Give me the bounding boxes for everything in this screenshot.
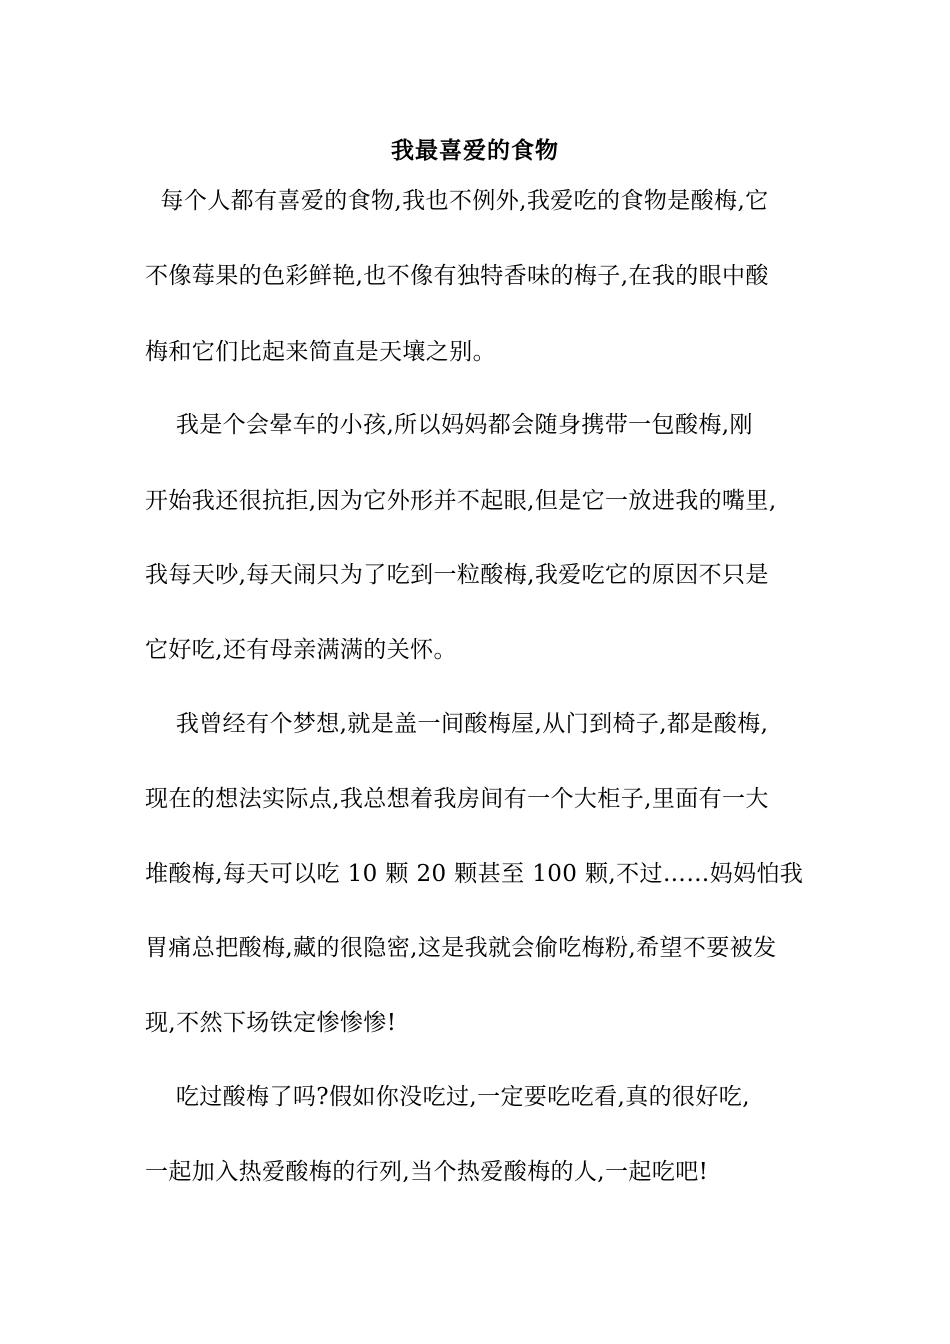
text-line: 我每天吵,每天闹只为了吃到一粒酸梅,我爱吃它的原因不只是 — [145, 562, 769, 588]
text-line: 开始我还很抗拒,因为它外形并不起眼,但是它一放进我的嘴里, — [145, 488, 777, 514]
text-line: 我是个会晕车的小孩,所以妈妈都会随身携带一包酸梅,刚 — [145, 412, 753, 438]
text-line: 吃过酸梅了吗?假如你没吃过,一定要吃吃看,真的很好吃, — [145, 1084, 750, 1110]
text-line: 不像莓果的色彩鲜艳,也不像有独特香味的梅子,在我的眼中酸 — [145, 263, 769, 289]
text-line: 堆酸梅,每天可以吃 10 颗 20 颗甚至 100 颗,不过……妈妈怕我 — [145, 861, 804, 887]
text-line: 梅和它们比起来简直是天壤之别。 — [145, 339, 496, 365]
text-line: 它好吃,还有母亲满满的关怀。 — [145, 637, 457, 663]
text-line: 我曾经有个梦想,就是盖一间酸梅屋,从门到椅子,都是酸梅, — [145, 711, 769, 737]
text-line: 每个人都有喜爱的食物,我也不例外,我爱吃的食物是酸梅,它 — [145, 188, 769, 214]
text-line: 胃痛总把酸梅,藏的很隐密,这是我就会偷吃梅粉,希望不要被发 — [145, 935, 777, 961]
text-line: 现,不然下场铁定惨惨惨! — [145, 1010, 397, 1036]
text-line: 现在的想法实际点,我总想着我房间有一个大柜子,里面有一大 — [145, 786, 769, 812]
document-title: 我最喜爱的食物 — [391, 137, 559, 164]
text-line: 一起加入热爱酸梅的行列,当个热爱酸梅的人,一起吃吧! — [145, 1159, 709, 1185]
